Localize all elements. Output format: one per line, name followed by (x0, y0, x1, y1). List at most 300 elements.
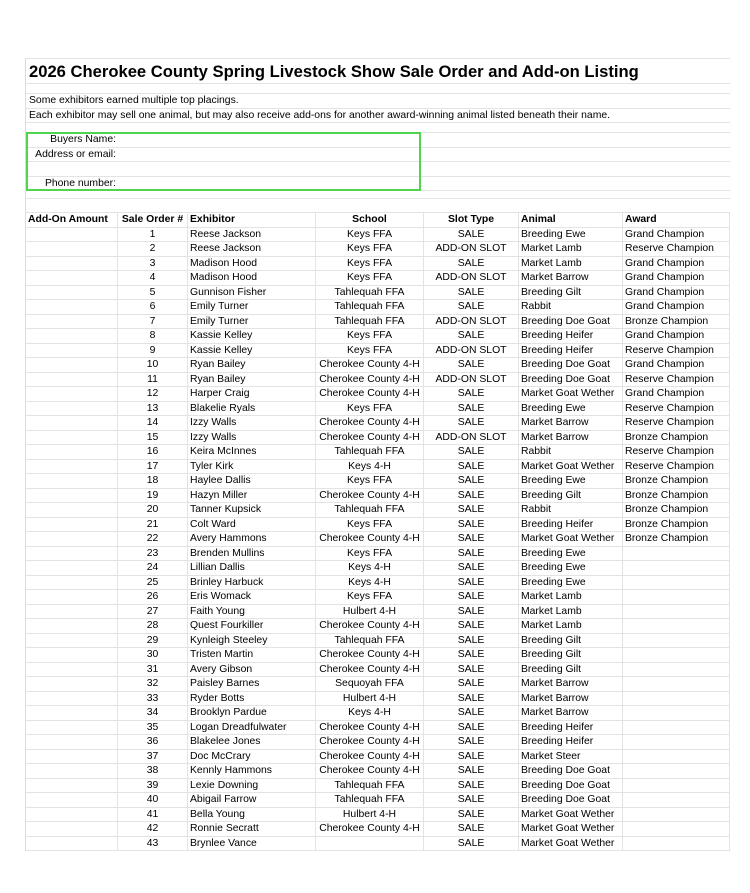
award-cell[interactable] (623, 779, 730, 793)
exhibitor-cell[interactable]: Reese Jackson (188, 228, 316, 242)
slot-type-cell[interactable]: SALE (424, 257, 519, 271)
animal-cell[interactable]: Breeding Heifer (519, 344, 623, 358)
exhibitor-cell[interactable]: Doc McCrary (188, 750, 316, 764)
award-cell[interactable]: Bronze Champion (623, 474, 730, 488)
add-on-amount-cell[interactable] (26, 764, 118, 778)
sale-order-cell[interactable]: 32 (118, 677, 188, 691)
school-cell[interactable]: Cherokee County 4-H (316, 822, 424, 836)
award-cell[interactable]: Bronze Champion (623, 431, 730, 445)
exhibitor-cell[interactable]: Eris Womack (188, 590, 316, 604)
award-cell[interactable] (623, 547, 730, 561)
exhibitor-cell[interactable]: Keira McInnes (188, 445, 316, 459)
sale-order-cell[interactable]: 23 (118, 547, 188, 561)
add-on-amount-cell[interactable] (26, 503, 118, 517)
exhibitor-cell[interactable]: Gunnison Fisher (188, 286, 316, 300)
sale-order-cell[interactable]: 16 (118, 445, 188, 459)
school-cell[interactable]: Hulbert 4-H (316, 808, 424, 822)
animal-cell[interactable]: Breeding Heifer (519, 518, 623, 532)
sale-order-cell[interactable]: 11 (118, 373, 188, 387)
exhibitor-cell[interactable]: Blakelee Jones (188, 735, 316, 749)
sale-order-cell[interactable]: 24 (118, 561, 188, 575)
exhibitor-cell[interactable]: Lillian Dallis (188, 561, 316, 575)
exhibitor-cell[interactable]: Kassie Kelley (188, 344, 316, 358)
exhibitor-cell[interactable]: Ryan Bailey (188, 373, 316, 387)
slot-type-cell[interactable]: ADD-ON SLOT (424, 242, 519, 256)
sale-order-cell[interactable]: 43 (118, 837, 188, 851)
add-on-amount-cell[interactable] (26, 242, 118, 256)
exhibitor-cell[interactable]: Kynleigh Steeley (188, 634, 316, 648)
animal-cell[interactable]: Market Barrow (519, 692, 623, 706)
sale-order-cell[interactable]: 9 (118, 344, 188, 358)
award-cell[interactable] (623, 822, 730, 836)
school-cell[interactable]: Cherokee County 4-H (316, 619, 424, 633)
sale-order-cell[interactable]: 18 (118, 474, 188, 488)
school-cell[interactable]: Cherokee County 4-H (316, 489, 424, 503)
add-on-amount-cell[interactable] (26, 706, 118, 720)
add-on-amount-cell[interactable] (26, 373, 118, 387)
add-on-amount-cell[interactable] (26, 344, 118, 358)
school-cell[interactable]: Cherokee County 4-H (316, 532, 424, 546)
animal-cell[interactable]: Breeding Doe Goat (519, 779, 623, 793)
animal-cell[interactable]: Market Barrow (519, 706, 623, 720)
award-cell[interactable]: Reserve Champion (623, 402, 730, 416)
add-on-amount-cell[interactable] (26, 735, 118, 749)
animal-cell[interactable]: Breeding Ewe (519, 576, 623, 590)
animal-cell[interactable]: Breeding Ewe (519, 561, 623, 575)
exhibitor-cell[interactable]: Ryan Bailey (188, 358, 316, 372)
exhibitor-cell[interactable]: Ryder Botts (188, 692, 316, 706)
school-cell[interactable]: Keys FFA (316, 344, 424, 358)
animal-cell[interactable]: Breeding Ewe (519, 228, 623, 242)
slot-type-cell[interactable]: SALE (424, 822, 519, 836)
exhibitor-cell[interactable]: Tristen Martin (188, 648, 316, 662)
award-cell[interactable]: Grand Champion (623, 300, 730, 314)
animal-cell[interactable]: Market Barrow (519, 677, 623, 691)
sale-order-cell[interactable]: 33 (118, 692, 188, 706)
animal-cell[interactable]: Market Goat Wether (519, 460, 623, 474)
add-on-amount-cell[interactable] (26, 387, 118, 401)
exhibitor-cell[interactable]: Harper Craig (188, 387, 316, 401)
add-on-amount-cell[interactable] (26, 619, 118, 633)
slot-type-cell[interactable]: SALE (424, 503, 519, 517)
sale-order-cell[interactable]: 42 (118, 822, 188, 836)
slot-type-cell[interactable]: SALE (424, 648, 519, 662)
animal-cell[interactable]: Rabbit (519, 445, 623, 459)
school-cell[interactable]: Keys 4-H (316, 576, 424, 590)
slot-type-cell[interactable]: SALE (424, 532, 519, 546)
buyer-address-row[interactable] (26, 148, 730, 163)
sale-order-cell[interactable]: 28 (118, 619, 188, 633)
add-on-amount-cell[interactable] (26, 779, 118, 793)
exhibitor-cell[interactable]: Blakelie Ryals (188, 402, 316, 416)
sale-order-cell[interactable]: 14 (118, 416, 188, 430)
school-cell[interactable]: Tahlequah FFA (316, 315, 424, 329)
sale-order-cell[interactable]: 29 (118, 634, 188, 648)
slot-type-cell[interactable]: SALE (424, 735, 519, 749)
exhibitor-cell[interactable]: Izzy Walls (188, 416, 316, 430)
animal-cell[interactable]: Rabbit (519, 300, 623, 314)
animal-cell[interactable]: Market Steer (519, 750, 623, 764)
add-on-amount-cell[interactable] (26, 518, 118, 532)
sale-order-cell[interactable]: 6 (118, 300, 188, 314)
slot-type-cell[interactable]: SALE (424, 228, 519, 242)
slot-type-cell[interactable]: ADD-ON SLOT (424, 431, 519, 445)
add-on-amount-cell[interactable] (26, 677, 118, 691)
add-on-amount-cell[interactable] (26, 561, 118, 575)
add-on-amount-cell[interactable] (26, 257, 118, 271)
award-cell[interactable] (623, 793, 730, 807)
slot-type-cell[interactable]: SALE (424, 445, 519, 459)
sale-order-cell[interactable]: 7 (118, 315, 188, 329)
add-on-amount-cell[interactable] (26, 300, 118, 314)
award-cell[interactable]: Bronze Champion (623, 503, 730, 517)
school-cell[interactable]: Hulbert 4-H (316, 692, 424, 706)
school-cell[interactable]: Sequoyah FFA (316, 677, 424, 691)
school-cell[interactable]: Cherokee County 4-H (316, 721, 424, 735)
slot-type-cell[interactable]: SALE (424, 402, 519, 416)
award-cell[interactable] (623, 663, 730, 677)
buyer-phone-row[interactable] (26, 177, 730, 192)
award-cell[interactable]: Bronze Champion (623, 489, 730, 503)
slot-type-cell[interactable]: SALE (424, 460, 519, 474)
animal-cell[interactable]: Market Goat Wether (519, 532, 623, 546)
slot-type-cell[interactable]: ADD-ON SLOT (424, 373, 519, 387)
animal-cell[interactable]: Breeding Ewe (519, 547, 623, 561)
sale-order-cell[interactable]: 13 (118, 402, 188, 416)
animal-cell[interactable]: Breeding Doe Goat (519, 358, 623, 372)
sale-order-cell[interactable]: 37 (118, 750, 188, 764)
slot-type-cell[interactable]: SALE (424, 721, 519, 735)
add-on-amount-cell[interactable] (26, 489, 118, 503)
sale-order-cell[interactable]: 27 (118, 605, 188, 619)
sale-order-cell[interactable]: 12 (118, 387, 188, 401)
sale-order-cell[interactable]: 22 (118, 532, 188, 546)
sale-order-cell[interactable]: 38 (118, 764, 188, 778)
exhibitor-cell[interactable]: Ronnie Secratt (188, 822, 316, 836)
slot-type-cell[interactable]: SALE (424, 518, 519, 532)
animal-cell[interactable]: Breeding Ewe (519, 402, 623, 416)
award-cell[interactable]: Grand Champion (623, 257, 730, 271)
add-on-amount-cell[interactable] (26, 547, 118, 561)
slot-type-cell[interactable]: SALE (424, 706, 519, 720)
exhibitor-cell[interactable]: Avery Gibson (188, 663, 316, 677)
add-on-amount-cell[interactable] (26, 402, 118, 416)
exhibitor-cell[interactable]: Brenden Mullins (188, 547, 316, 561)
animal-cell[interactable]: Breeding Doe Goat (519, 315, 623, 329)
add-on-amount-cell[interactable] (26, 474, 118, 488)
award-cell[interactable] (623, 576, 730, 590)
exhibitor-cell[interactable]: Avery Hammons (188, 532, 316, 546)
award-cell[interactable] (623, 721, 730, 735)
animal-cell[interactable]: Market Lamb (519, 242, 623, 256)
school-cell[interactable]: Keys FFA (316, 590, 424, 604)
exhibitor-cell[interactable]: Tyler Kirk (188, 460, 316, 474)
award-cell[interactable]: Grand Champion (623, 358, 730, 372)
slot-type-cell[interactable]: SALE (424, 663, 519, 677)
slot-type-cell[interactable]: SALE (424, 358, 519, 372)
animal-cell[interactable]: Market Goat Wether (519, 822, 623, 836)
add-on-amount-cell[interactable] (26, 750, 118, 764)
animal-cell[interactable]: Market Barrow (519, 431, 623, 445)
exhibitor-cell[interactable]: Izzy Walls (188, 431, 316, 445)
animal-cell[interactable]: Rabbit (519, 503, 623, 517)
exhibitor-cell[interactable]: Madison Hood (188, 257, 316, 271)
school-cell[interactable] (316, 837, 424, 851)
exhibitor-cell[interactable]: Quest Fourkiller (188, 619, 316, 633)
exhibitor-cell[interactable]: Tanner Kupsick (188, 503, 316, 517)
exhibitor-cell[interactable]: Colt Ward (188, 518, 316, 532)
animal-cell[interactable]: Market Goat Wether (519, 387, 623, 401)
slot-type-cell[interactable]: SALE (424, 677, 519, 691)
award-cell[interactable]: Grand Champion (623, 329, 730, 343)
school-cell[interactable]: Cherokee County 4-H (316, 764, 424, 778)
sale-order-cell[interactable]: 21 (118, 518, 188, 532)
animal-cell[interactable]: Breeding Doe Goat (519, 373, 623, 387)
award-cell[interactable]: Reserve Champion (623, 460, 730, 474)
award-cell[interactable] (623, 692, 730, 706)
school-cell[interactable]: Tahlequah FFA (316, 503, 424, 517)
slot-type-cell[interactable]: SALE (424, 837, 519, 851)
school-cell[interactable]: Tahlequah FFA (316, 779, 424, 793)
add-on-amount-cell[interactable] (26, 793, 118, 807)
exhibitor-cell[interactable]: Reese Jackson (188, 242, 316, 256)
school-cell[interactable]: Keys FFA (316, 257, 424, 271)
sale-order-cell[interactable]: 17 (118, 460, 188, 474)
sale-order-cell[interactable]: 35 (118, 721, 188, 735)
add-on-amount-cell[interactable] (26, 532, 118, 546)
slot-type-cell[interactable]: SALE (424, 300, 519, 314)
animal-cell[interactable]: Breeding Gilt (519, 648, 623, 662)
award-cell[interactable] (623, 808, 730, 822)
school-cell[interactable]: Cherokee County 4-H (316, 431, 424, 445)
school-cell[interactable]: Keys FFA (316, 228, 424, 242)
school-cell[interactable]: Keys FFA (316, 518, 424, 532)
school-cell[interactable]: Keys FFA (316, 271, 424, 285)
add-on-amount-cell[interactable] (26, 286, 118, 300)
slot-type-cell[interactable]: SALE (424, 605, 519, 619)
exhibitor-cell[interactable]: Lexie Downing (188, 779, 316, 793)
sale-order-cell[interactable]: 30 (118, 648, 188, 662)
animal-cell[interactable]: Breeding Heifer (519, 721, 623, 735)
animal-cell[interactable]: Market Lamb (519, 257, 623, 271)
slot-type-cell[interactable]: SALE (424, 489, 519, 503)
slot-type-cell[interactable]: ADD-ON SLOT (424, 344, 519, 358)
sale-order-cell[interactable]: 15 (118, 431, 188, 445)
award-cell[interactable]: Bronze Champion (623, 518, 730, 532)
animal-cell[interactable]: Breeding Gilt (519, 634, 623, 648)
sale-order-cell[interactable]: 26 (118, 590, 188, 604)
award-cell[interactable] (623, 677, 730, 691)
animal-cell[interactable]: Breeding Gilt (519, 663, 623, 677)
school-cell[interactable]: Tahlequah FFA (316, 634, 424, 648)
animal-cell[interactable]: Market Barrow (519, 416, 623, 430)
add-on-amount-cell[interactable] (26, 605, 118, 619)
slot-type-cell[interactable]: SALE (424, 779, 519, 793)
sale-order-cell[interactable]: 4 (118, 271, 188, 285)
sale-order-cell[interactable]: 1 (118, 228, 188, 242)
add-on-amount-cell[interactable] (26, 837, 118, 851)
sale-order-cell[interactable]: 31 (118, 663, 188, 677)
add-on-amount-cell[interactable] (26, 460, 118, 474)
school-cell[interactable]: Cherokee County 4-H (316, 387, 424, 401)
award-cell[interactable]: Reserve Champion (623, 445, 730, 459)
school-cell[interactable]: Keys FFA (316, 474, 424, 488)
exhibitor-cell[interactable]: Madison Hood (188, 271, 316, 285)
sale-order-cell[interactable]: 10 (118, 358, 188, 372)
award-cell[interactable]: Reserve Champion (623, 344, 730, 358)
add-on-amount-cell[interactable] (26, 416, 118, 430)
slot-type-cell[interactable]: SALE (424, 808, 519, 822)
animal-cell[interactable]: Breeding Doe Goat (519, 793, 623, 807)
school-cell[interactable]: Cherokee County 4-H (316, 358, 424, 372)
buyer-name-row[interactable] (26, 133, 730, 148)
add-on-amount-cell[interactable] (26, 663, 118, 677)
slot-type-cell[interactable]: SALE (424, 750, 519, 764)
add-on-amount-cell[interactable] (26, 431, 118, 445)
school-cell[interactable]: Hulbert 4-H (316, 605, 424, 619)
animal-cell[interactable]: Market Lamb (519, 619, 623, 633)
award-cell[interactable] (623, 706, 730, 720)
add-on-amount-cell[interactable] (26, 329, 118, 343)
exhibitor-cell[interactable]: Emily Turner (188, 315, 316, 329)
animal-cell[interactable]: Breeding Heifer (519, 329, 623, 343)
animal-cell[interactable]: Breeding Ewe (519, 474, 623, 488)
sale-order-cell[interactable]: 19 (118, 489, 188, 503)
slot-type-cell[interactable]: SALE (424, 576, 519, 590)
slot-type-cell[interactable]: SALE (424, 692, 519, 706)
award-cell[interactable]: Reserve Champion (623, 242, 730, 256)
exhibitor-cell[interactable]: Hazyn Miller (188, 489, 316, 503)
slot-type-cell[interactable]: ADD-ON SLOT (424, 315, 519, 329)
add-on-amount-cell[interactable] (26, 445, 118, 459)
award-cell[interactable]: Grand Champion (623, 271, 730, 285)
school-cell[interactable]: Cherokee County 4-H (316, 735, 424, 749)
school-cell[interactable]: Keys 4-H (316, 460, 424, 474)
animal-cell[interactable]: Market Goat Wether (519, 808, 623, 822)
school-cell[interactable]: Cherokee County 4-H (316, 648, 424, 662)
award-cell[interactable]: Reserve Champion (623, 416, 730, 430)
sale-order-cell[interactable]: 36 (118, 735, 188, 749)
sale-order-cell[interactable]: 5 (118, 286, 188, 300)
sale-order-cell[interactable]: 41 (118, 808, 188, 822)
exhibitor-cell[interactable]: Logan Dreadfulwater (188, 721, 316, 735)
exhibitor-cell[interactable]: Abigail Farrow (188, 793, 316, 807)
exhibitor-cell[interactable]: Kennly Hammons (188, 764, 316, 778)
animal-cell[interactable]: Market Lamb (519, 590, 623, 604)
animal-cell[interactable]: Market Goat Wether (519, 837, 623, 851)
animal-cell[interactable]: Breeding Doe Goat (519, 764, 623, 778)
award-cell[interactable]: Reserve Champion (623, 373, 730, 387)
add-on-amount-cell[interactable] (26, 634, 118, 648)
award-cell[interactable]: Bronze Champion (623, 315, 730, 329)
animal-cell[interactable]: Breeding Gilt (519, 286, 623, 300)
animal-cell[interactable]: Market Lamb (519, 605, 623, 619)
add-on-amount-cell[interactable] (26, 315, 118, 329)
school-cell[interactable]: Tahlequah FFA (316, 793, 424, 807)
award-cell[interactable] (623, 764, 730, 778)
exhibitor-cell[interactable]: Kassie Kelley (188, 329, 316, 343)
slot-type-cell[interactable]: SALE (424, 590, 519, 604)
school-cell[interactable]: Keys 4-H (316, 561, 424, 575)
add-on-amount-cell[interactable] (26, 692, 118, 706)
sale-order-cell[interactable]: 39 (118, 779, 188, 793)
slot-type-cell[interactable]: SALE (424, 387, 519, 401)
slot-type-cell[interactable]: SALE (424, 764, 519, 778)
slot-type-cell[interactable]: SALE (424, 286, 519, 300)
sale-order-cell[interactable]: 3 (118, 257, 188, 271)
add-on-amount-cell[interactable] (26, 228, 118, 242)
school-cell[interactable]: Cherokee County 4-H (316, 373, 424, 387)
exhibitor-cell[interactable]: Haylee Dallis (188, 474, 316, 488)
slot-type-cell[interactable]: SALE (424, 634, 519, 648)
animal-cell[interactable]: Breeding Heifer (519, 735, 623, 749)
add-on-amount-cell[interactable] (26, 590, 118, 604)
add-on-amount-cell[interactable] (26, 271, 118, 285)
slot-type-cell[interactable]: SALE (424, 474, 519, 488)
add-on-amount-cell[interactable] (26, 721, 118, 735)
school-cell[interactable]: Keys FFA (316, 402, 424, 416)
sale-order-cell[interactable]: 20 (118, 503, 188, 517)
school-cell[interactable]: Tahlequah FFA (316, 300, 424, 314)
award-cell[interactable] (623, 648, 730, 662)
slot-type-cell[interactable]: SALE (424, 547, 519, 561)
award-cell[interactable]: Grand Champion (623, 286, 730, 300)
animal-cell[interactable]: Market Barrow (519, 271, 623, 285)
award-cell[interactable] (623, 634, 730, 648)
sale-order-cell[interactable]: 34 (118, 706, 188, 720)
exhibitor-cell[interactable]: Brynlee Vance (188, 837, 316, 851)
school-cell[interactable]: Keys FFA (316, 547, 424, 561)
award-cell[interactable] (623, 619, 730, 633)
exhibitor-cell[interactable]: Bella Young (188, 808, 316, 822)
slot-type-cell[interactable]: SALE (424, 329, 519, 343)
add-on-amount-cell[interactable] (26, 808, 118, 822)
exhibitor-cell[interactable]: Emily Turner (188, 300, 316, 314)
exhibitor-cell[interactable]: Brooklyn Pardue (188, 706, 316, 720)
school-cell[interactable]: Cherokee County 4-H (316, 663, 424, 677)
award-cell[interactable] (623, 590, 730, 604)
sale-order-cell[interactable]: 40 (118, 793, 188, 807)
school-cell[interactable]: Cherokee County 4-H (316, 416, 424, 430)
award-cell[interactable]: Grand Champion (623, 228, 730, 242)
school-cell[interactable]: Keys FFA (316, 329, 424, 343)
exhibitor-cell[interactable]: Paisley Barnes (188, 677, 316, 691)
add-on-amount-cell[interactable] (26, 576, 118, 590)
award-cell[interactable] (623, 837, 730, 851)
add-on-amount-cell[interactable] (26, 648, 118, 662)
sale-order-cell[interactable]: 8 (118, 329, 188, 343)
school-cell[interactable]: Keys FFA (316, 242, 424, 256)
slot-type-cell[interactable]: SALE (424, 793, 519, 807)
award-cell[interactable] (623, 750, 730, 764)
sale-order-cell[interactable]: 2 (118, 242, 188, 256)
slot-type-cell[interactable]: SALE (424, 416, 519, 430)
award-cell[interactable]: Bronze Champion (623, 532, 730, 546)
school-cell[interactable]: Cherokee County 4-H (316, 750, 424, 764)
award-cell[interactable] (623, 735, 730, 749)
animal-cell[interactable]: Breeding Gilt (519, 489, 623, 503)
exhibitor-cell[interactable]: Brinley Harbuck (188, 576, 316, 590)
sale-order-cell[interactable]: 25 (118, 576, 188, 590)
school-cell[interactable]: Keys 4-H (316, 706, 424, 720)
slot-type-cell[interactable]: ADD-ON SLOT (424, 271, 519, 285)
add-on-amount-cell[interactable] (26, 358, 118, 372)
add-on-amount-cell[interactable] (26, 822, 118, 836)
slot-type-cell[interactable]: SALE (424, 619, 519, 633)
award-cell[interactable] (623, 605, 730, 619)
award-cell[interactable]: Grand Champion (623, 387, 730, 401)
exhibitor-cell[interactable]: Faith Young (188, 605, 316, 619)
